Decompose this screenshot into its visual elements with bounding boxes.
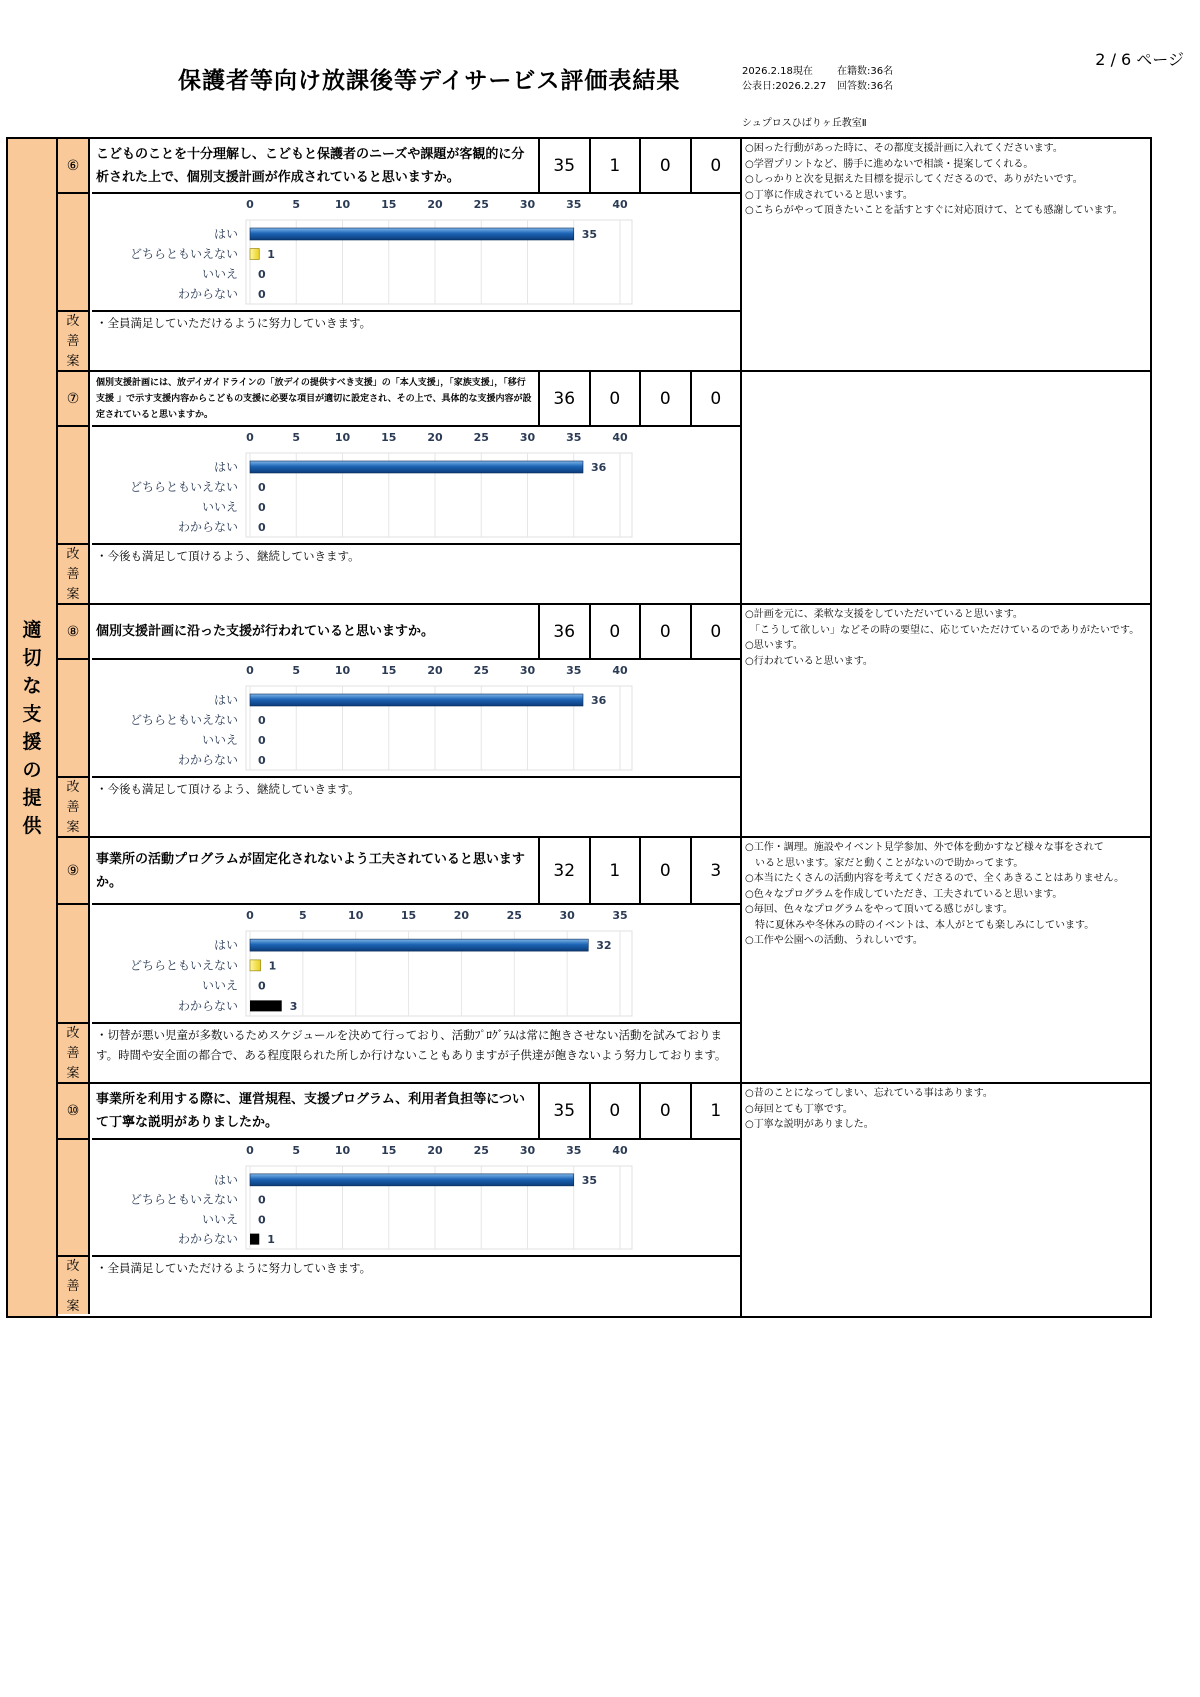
tick-label: 40 [612,664,628,677]
category-label: はい [213,227,238,241]
bar [250,1234,259,1245]
improvement-label [58,545,90,603]
category-label: いいえ [201,267,238,281]
comment-line: ○工作や公園への活動、うれしいです。 [745,935,923,946]
count-cell: 0 [639,605,690,658]
question-number: ⑩ [58,1084,90,1140]
category-label: はい [213,938,238,953]
tick-label: 5 [292,431,301,444]
question-left [58,1084,742,1316]
tick-label: 30 [519,198,536,211]
comment-line: ○工作・調理。施設やイベント見学参加、外で体を動かすなど様々な事をされて [745,842,1104,853]
page-number: 2 / 6 ページ [1095,50,1184,69]
category-label: はい [213,693,238,707]
improve-char: 案 [66,1299,80,1314]
question-text: 事業所の活動プログラムが固定化されないよう工夫されていると思いますか。 [92,838,538,905]
tick-label: 35 [566,198,582,211]
count-cell: 0 [589,1084,640,1138]
answer-counts [538,605,740,660]
tick-label: 40 [612,431,628,444]
category-label: どちらともいえない [129,247,238,261]
data-label: 0 [258,501,266,514]
category-char: の [22,758,42,781]
improvement-text: ・今後も満足して頂けるよう、継続していきます。 [96,549,360,563]
response-count: 回答数:36名 [837,81,894,92]
improve-char: 改 [66,780,80,795]
bar-chart [92,1140,740,1255]
tick-label: 10 [334,1144,351,1157]
bar-chart-area [92,427,740,545]
tick-label: 5 [299,909,307,922]
improve-char: 善 [66,567,80,582]
bar-chart-area [92,905,740,1024]
data-label: 0 [258,979,266,993]
question-left [58,372,742,603]
data-label: 1 [267,1233,275,1247]
data-label: 32 [596,939,612,953]
comment-line: ○行われていると思います。 [745,655,873,667]
bar [250,1000,282,1011]
improvement-text: ・今後も満足して頂けるよう、継続していきます。 [96,782,360,796]
category-char: 提 [22,786,42,809]
improve-char: 案 [66,820,80,835]
comment-line: ○色々なプログラムを作成していただき、工夫されていると思います。 [745,888,1063,900]
comment-line: ○しっかりと次を見据えた目標を提示してくださるので、ありがたいです。 [745,174,1083,185]
bar [250,249,259,260]
tick-label: 0 [246,664,254,677]
comment-line: 「こうして欲しい」などその時の要望に、応じていただけているのでありがたいです。 [745,624,1140,636]
data-label: 0 [258,734,266,747]
comment-line: ○思います。 [745,640,803,651]
data-label: 0 [258,714,266,727]
data-label: 0 [258,1213,266,1227]
category-label: いいえ [201,500,238,514]
question-left [58,605,742,836]
count-cell: 0 [589,372,640,425]
category-char: 切 [22,646,42,669]
count-cell: 3 [690,838,741,903]
count-cell: 0 [639,139,690,192]
count-cell: 0 [639,372,690,425]
tick-label: 30 [559,909,575,922]
category-label: わからない [177,287,238,301]
bar-chart-area [92,1140,740,1257]
tick-label: 35 [566,1144,582,1157]
tick-label: 35 [612,909,628,922]
count-cell: 1 [589,838,640,903]
data-label: 1 [268,959,277,973]
tick-label: 30 [519,664,536,677]
question-text: こどものことを十分理解し、こどもと保護者のニーズや課題が客観的に分析された上で、個別支援計画が作成されていると思いますか。 [92,139,538,194]
category-char: 支 [22,702,42,725]
tick-label: 15 [381,1144,397,1157]
count-cell: 36 [538,605,589,658]
data-label: 0 [258,1193,266,1207]
improve-char: 善 [66,1046,80,1061]
improvement-label [58,778,90,836]
question-block [58,139,1152,372]
comment-line: ○毎回、色々なプログラムをやって頂いてる感じがします。 [745,904,1013,915]
comment-line: いると思います。家だと動くことがないので助かってます。 [745,857,1024,869]
tick-label: 40 [612,198,628,211]
comment-line: ○こちらがやって頂きたいことを話すとすぐに対応頂けて、とても感謝しています。 [745,205,1123,216]
category-label: わからない [177,1232,238,1247]
enrolled-count: 在籍数:36名 [837,66,894,77]
count-cell: 0 [690,372,741,425]
page-title: 保護者等向け放課後等デイサービス評価表結果 [178,68,681,94]
comment-line: 特に夏休みや冬休みの時のイベントは、本人がとても楽しみにしています。 [745,919,1095,931]
improve-char: 改 [66,314,80,329]
comment-line: ○毎回とても丁寧です。 [745,1103,853,1115]
tick-label: 15 [400,909,417,922]
tick-label: 10 [334,431,351,444]
data-label: 35 [581,1173,598,1187]
parent-comments [742,605,1152,836]
data-label: 0 [258,754,266,767]
question-text: 事業所を利用する際に、運営規程、支援プログラム、利用者負担等について丁寧な説明がありましたか。 [92,1084,538,1140]
comment-line: ○学習プリントなど、勝手に進めないで相談・提案してくれる。 [745,158,1034,170]
category-char: な [22,674,42,697]
tick-label: 15 [381,198,397,211]
survey-meta [742,64,893,94]
data-label: 0 [258,521,266,534]
parent-comments [742,139,1152,370]
count-cell: 0 [589,605,640,658]
improve-char: 善 [66,800,80,815]
improve-char: 改 [66,547,80,562]
tick-label: 20 [427,1144,443,1157]
question-block [58,372,1152,605]
answer-counts [538,1084,740,1140]
category-label: はい [213,1172,238,1187]
category-label: いいえ [201,733,238,747]
tick-label: 0 [246,431,254,444]
data-label: 0 [258,268,266,281]
answer-counts [538,139,740,194]
category-label: はい [213,460,238,474]
comment-line: ○困った行動があった時に、その都度支援計画に入れてくださいます。 [745,143,1063,154]
category-label: いいえ [201,978,238,993]
data-label: 0 [258,481,266,494]
data-label: 36 [591,694,607,707]
comment-line: ○昔のことになってしまい、忘れている事はあります。 [745,1088,993,1099]
question-number: ⑧ [58,605,90,660]
bar-chart [92,194,740,310]
bar [250,939,588,951]
parent-comments [742,838,1152,1082]
improve-char: 案 [66,354,80,369]
question-number: ⑨ [58,838,90,905]
tick-label: 5 [292,198,301,211]
count-cell: 32 [538,838,589,903]
tick-label: 10 [334,664,351,677]
answer-counts [538,372,740,427]
count-cell: 35 [538,139,589,192]
data-label: 1 [267,248,275,261]
improve-char: 善 [66,1279,80,1294]
count-cell: 36 [538,372,589,425]
category-char: 供 [22,814,42,837]
bar-chart [92,660,740,776]
bar-chart-area [92,194,740,312]
date-current: 2026.2.18現在 [742,66,813,77]
question-text: 個別支援計画に沿った支援が行われていると思いますか。 [92,605,538,660]
improve-char: 善 [66,334,80,349]
data-label: 0 [258,288,266,301]
category-label [8,139,58,1316]
question-number: ⑥ [58,139,90,194]
tick-label: 35 [566,664,582,677]
improve-char: 案 [66,587,80,602]
question-text: 個別支援計画には、放デイガイドラインの「放デイの提供すべき支援」の「本人支援」，「家族支援」，「移行支援 」で示す支援内容からこどもの支援に必要な項目が適切に設定され、その上で、具体的な支援内容が設定されていると思いますか。 [92,372,538,427]
tick-label: 25 [506,909,522,922]
tick-label: 20 [453,909,470,922]
bar [250,694,583,706]
category-label: どちらともいえない [129,958,238,973]
question-left [58,838,742,1082]
category-label: どちらともいえない [129,1192,238,1207]
count-cell: 0 [690,605,741,658]
bar-chart-area [92,660,740,778]
tick-label: 20 [427,431,443,444]
data-label: 35 [581,228,598,241]
tick-label: 25 [473,431,489,444]
evaluation-table [6,137,1152,1318]
count-cell: 1 [589,139,640,192]
tick-label: 40 [612,1144,628,1157]
question-block [58,1084,1152,1316]
tick-label: 25 [473,198,489,211]
comment-line: ○計画を元に、柔軟な支援をしていただいていると思います。 [745,609,1023,620]
tick-label: 0 [246,1144,254,1157]
category-char: 適 [22,618,42,641]
tick-label: 5 [292,664,301,677]
tick-label: 20 [427,198,443,211]
category-label: わからない [177,753,238,767]
comment-line: ○本当にたくさんの活動内容を考えてくださるので、全くあきることはありません。 [745,873,1125,884]
data-label: 36 [591,461,607,474]
answer-counts [538,838,740,905]
tick-label: 20 [427,664,443,677]
question-block [58,838,1152,1084]
comment-line: ○丁寧に作成されていると思います。 [745,189,913,201]
improvement-label [58,312,90,370]
tick-label: 15 [381,664,397,677]
improve-char: 案 [66,1066,80,1081]
improvement-text: ・全員満足していただけるように努力していきます。 [96,1261,372,1275]
tick-label: 10 [348,909,364,922]
category-label: わからない [177,520,238,534]
count-cell: 0 [690,139,741,192]
bar [250,960,261,971]
count-cell: 0 [639,838,690,903]
improve-char: 改 [66,1259,80,1274]
tick-label: 35 [566,431,582,444]
tick-label: 5 [292,1144,301,1157]
parent-comments [742,1084,1152,1316]
publish-date: 公表日:2026.2.27 [742,81,827,92]
bar [250,228,574,240]
tick-label: 30 [519,1144,536,1157]
bar [250,1174,574,1186]
parent-comments [742,372,1152,603]
tick-label: 25 [473,1144,489,1157]
question-block [58,605,1152,838]
bar-chart [92,905,740,1022]
category-label: どちらともいえない [129,713,238,727]
tick-label: 10 [334,198,351,211]
comment-line: ○丁寧な説明がありました。 [745,1119,874,1130]
improvement-text: ・全員満足していただけるように努力していきます。 [96,316,372,330]
question-number: ⑦ [58,372,90,427]
count-cell: 1 [690,1084,741,1138]
improvement-label [58,1024,90,1082]
category-label: どちらともいえない [129,480,238,494]
improvement-text: ・切替が悪い児童が多数いるためスケジュールを決めて行っており、活動ﾌﾟﾛｸﾞﾗﾑは常に飽きさせない活動を試みております。時間や安全面の都合で、ある程度限られた所しか行けないこともありますが子供達が飽きないよう努力しております。 [96,1028,727,1062]
tick-label: 0 [246,198,254,211]
category-char: 援 [22,730,42,753]
data-label: 3 [289,999,298,1013]
bar-chart [92,427,740,543]
improvement-label [58,1257,90,1314]
category-label: いいえ [201,1212,238,1227]
count-cell: 35 [538,1084,589,1138]
tick-label: 15 [381,431,397,444]
count-cell: 0 [639,1084,690,1138]
bar [250,461,583,473]
question-left [58,139,742,370]
tick-label: 0 [246,909,254,922]
school-name: シュプロスひばりヶ丘教室Ⅱ [742,118,867,129]
category-label: わからない [177,998,238,1013]
tick-label: 25 [473,664,489,677]
improve-char: 改 [66,1026,80,1041]
tick-label: 30 [519,431,536,444]
